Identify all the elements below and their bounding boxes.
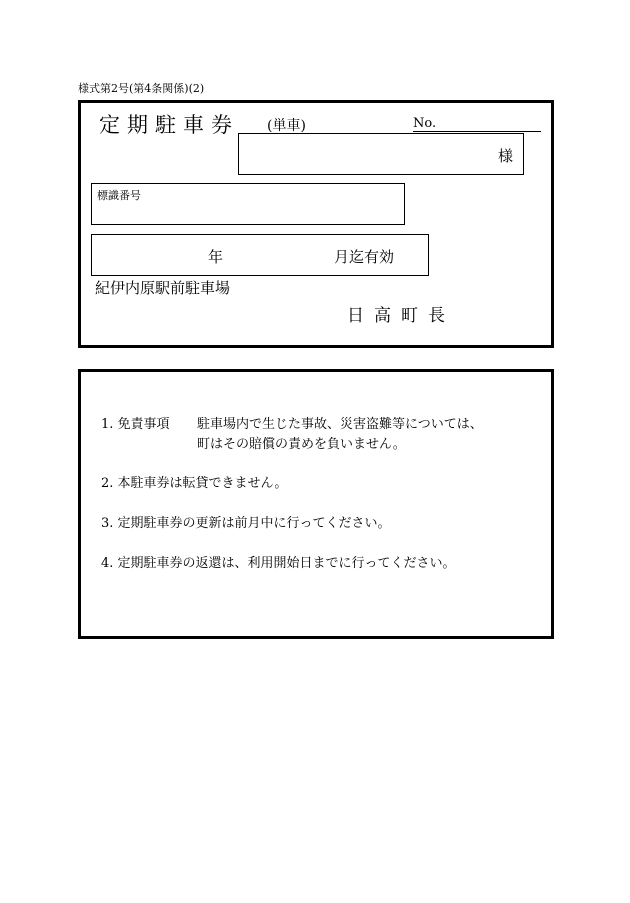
- note-1-heading: 1. 免責事項: [101, 417, 170, 432]
- plate-number-field[interactable]: [91, 183, 405, 225]
- note-item-1: [101, 415, 483, 455]
- validity-month-label: 月迄有効: [334, 248, 395, 266]
- validity-field[interactable]: [91, 234, 429, 276]
- note-item-4: 4. 定期駐車券の返還は、利用開始日までに行ってください。: [101, 556, 456, 571]
- parking-ticket-front: [78, 100, 554, 348]
- note-1-line-2: 町はその賠償の責めを負いません。: [197, 437, 406, 452]
- ticket-subtitle: (単車): [267, 118, 306, 134]
- form-number-label: 様式第2号(第4条関係)(2): [78, 82, 205, 95]
- ticket-title: 定期駐車券: [99, 113, 239, 137]
- issuer-title: 日高町長: [347, 306, 455, 326]
- parking-lot-name: 紀伊内原駅前駐車場: [95, 279, 231, 297]
- parking-ticket-back: [78, 369, 554, 639]
- holder-name-field[interactable]: [238, 133, 524, 175]
- validity-year-label: 年: [208, 248, 224, 266]
- note-1-line-1: 駐車場内で生じた事故、災害盗難等については、: [197, 417, 483, 432]
- ticket-number-field[interactable]: No.: [413, 117, 541, 132]
- name-honorific: 様: [497, 147, 513, 165]
- plate-number-label: 標識番号: [97, 189, 141, 202]
- note-item-3: 3. 定期駐車券の更新は前月中に行ってください。: [101, 516, 391, 531]
- note-item-2: 2. 本駐車券は転貸できません。: [101, 476, 288, 491]
